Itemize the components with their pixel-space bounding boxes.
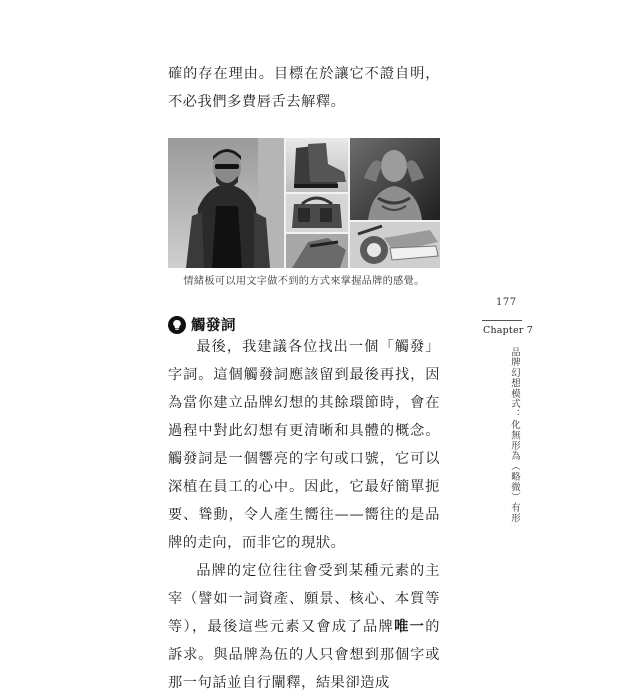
section-heading	[168, 314, 236, 335]
mood-board-image	[168, 138, 440, 268]
photo-man-jacket	[168, 138, 284, 268]
photo-bag	[286, 194, 348, 232]
paragraph-text-start: 品牌的定位往往會受到某種元素的主宰（譬如一詞資產、願景、核心、本質等等），最後這些元素又會成了品牌	[168, 563, 440, 635]
photo-hand-detail	[286, 234, 348, 268]
lightbulb-icon	[168, 316, 186, 334]
chapter-label: Chapter 7	[483, 325, 533, 336]
page-number: 177	[496, 297, 517, 308]
running-chapter-title: 品牌幻想模式：化無形為（略微）有形	[509, 347, 520, 524]
photo-tattooed-man	[350, 138, 440, 220]
top-paragraph: 確的存在理由。目標在於讓它不證自明，不必我們多費唇舌去解釋。	[168, 66, 440, 110]
paragraph-brand-positioning	[168, 557, 440, 697]
paragraph-trigger-word: 最後，我建議各位找出一個「觸發」字詞。這個觸發詞應該留到最後再找，因為當你建立品牌幻想的其餘環節時，會在過程中對此幻想有更清晰和具體的概念。觸發詞是一個響亮的字句或口號，它可以深植在員工的心中。因此，它最好簡單扼要、聳動，令人產生嚮往——嚮往的是品牌的走向，而非它的現狀。	[168, 339, 440, 551]
figure-caption: 情緒板可以用文字做不到的方式來掌握品牌的感覺。	[183, 276, 425, 287]
paragraph-text-end: 的訴求。與品牌為伍的人只會想到那個字或那一句話並自行闡釋，結果卻造成	[168, 619, 440, 691]
photo-motorcycle	[350, 222, 440, 268]
section-title: 觸發詞	[191, 318, 236, 334]
mood-board-collage	[168, 138, 440, 268]
photo-boots	[286, 138, 348, 192]
chapter-divider	[482, 320, 522, 321]
body-text	[168, 333, 440, 697]
emphasized-word: 唯一	[394, 619, 426, 635]
